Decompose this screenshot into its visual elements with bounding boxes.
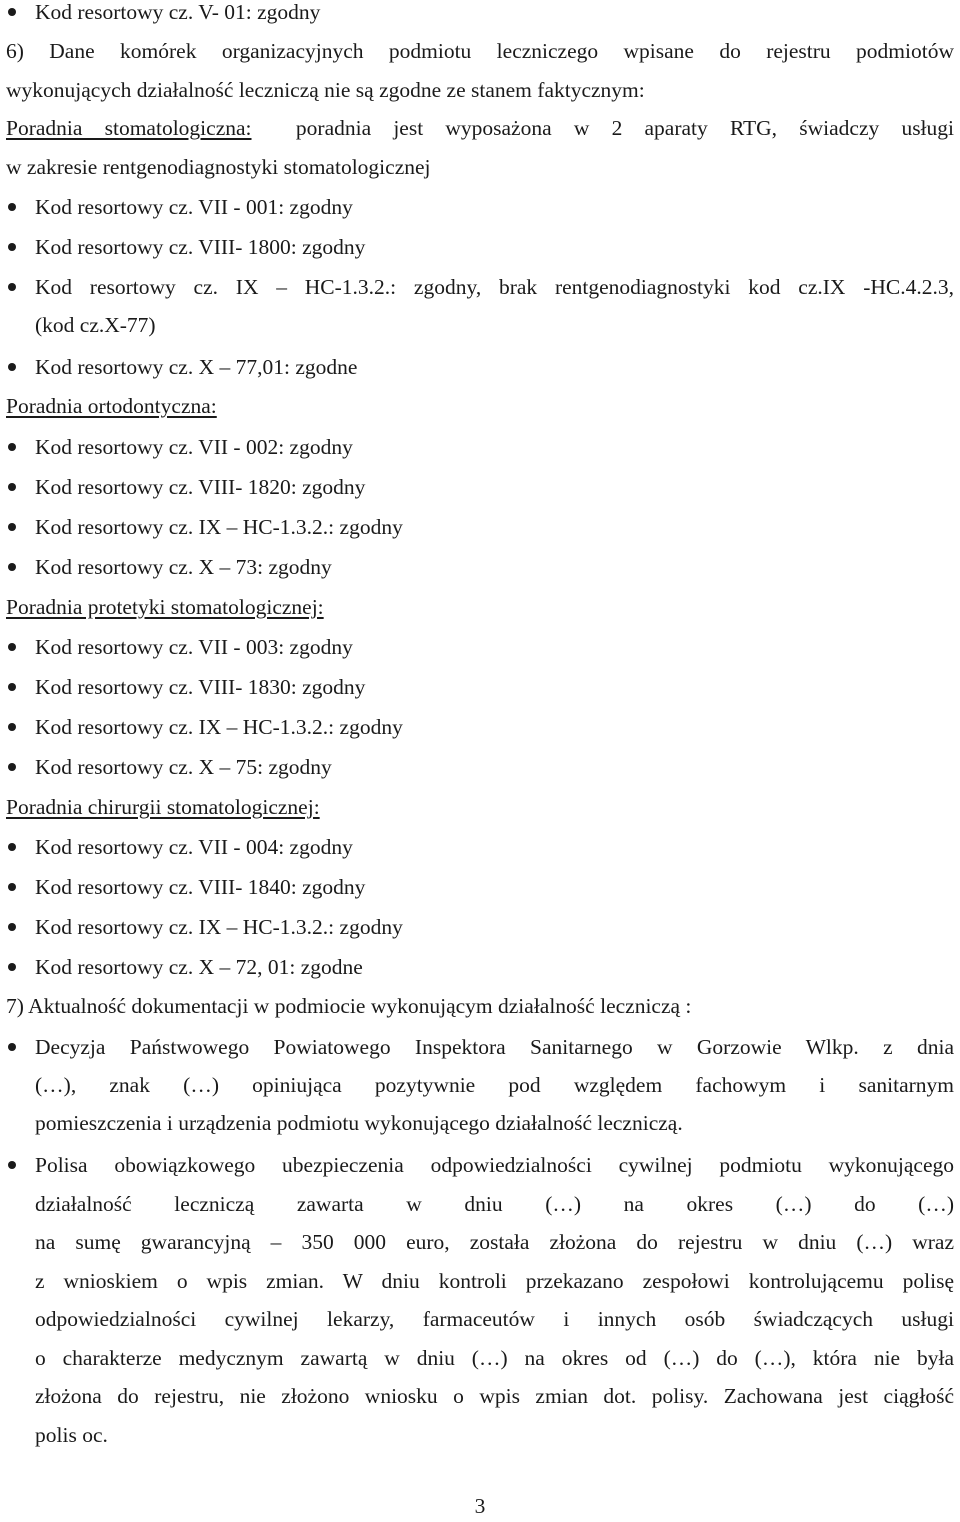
page-number: 3 [474, 1494, 486, 1518]
bullet-icon [8, 1161, 16, 1169]
text-fragment: poradnia jest wyposażona w 2 aparaty RTG, świadczy usługi [295, 116, 955, 140]
bullet-icon [8, 443, 16, 451]
list-item: Kod resortowy cz. VIII- 1800: zgodny [35, 235, 366, 259]
bullet-icon [8, 1043, 16, 1051]
text-line: w zakresie rentgenodiagnostyki stomatologicznej [6, 155, 431, 179]
bullet-icon [8, 723, 16, 731]
bullet-icon [8, 563, 16, 571]
bullet-icon [8, 843, 16, 851]
list-item: Kod resortowy cz. VII - 002: zgodny [35, 435, 353, 459]
paragraph-line: Polisa obowiązkowego ubezpieczenia odpowiedzialności cywilnej podmiotu wykonującego [35, 1153, 954, 1177]
list-item: Kod resortowy cz. VIII- 1840: zgodny [35, 875, 366, 899]
unit-title-stomatology: Poradnia stomatologiczna: [6, 116, 252, 140]
list-item: Kod resortowy cz. VII - 003: zgodny [35, 635, 353, 659]
paragraph-line: na sumę gwarancyjną – 350 000 euro, została złożona do rejestru w dniu (…) wraz [35, 1230, 954, 1254]
bullet-icon [8, 963, 16, 971]
underlined-heading: Poradnia ortodontyczna: [6, 394, 217, 418]
paragraph-line: działalność leczniczą zawarta w dniu (…) na okres (…) do (…) [35, 1192, 954, 1216]
list-item: Kod resortowy cz. VIII- 1830: zgodny [35, 675, 366, 699]
list-item: Kod resortowy cz. X – 73: zgodny [35, 555, 332, 579]
bullet-icon [8, 203, 16, 211]
unit-title-orthodontics [6, 390, 954, 422]
bullet-icon [8, 283, 16, 291]
bullet-icon [8, 683, 16, 691]
section-7-heading: 7) Aktualność dokumentacji w podmiocie wykonującym działalność leczniczą : [6, 994, 692, 1018]
list-item: Kod resortowy cz. X – 77,01: zgodne [35, 355, 358, 379]
paragraph-line: z wnioskiem o wpis zmian. W dniu kontroli przekazano zespołowi kontrolującemu polisę [35, 1269, 954, 1293]
list-item: Kod resortowy cz. IX – HC-1.3.2.: zgodny [35, 715, 403, 739]
paragraph-line: pomieszczenia i urządzenia podmiotu wykonującego działalność leczniczą. [35, 1111, 683, 1135]
list-item: Kod resortowy cz. IX – HC-1.3.2.: zgodny [35, 915, 403, 939]
paragraph-line: (…), znak (…) opiniująca pozytywnie pod względem fachowym i sanitarnym [35, 1073, 954, 1097]
bullet-icon [8, 643, 16, 651]
text-line [6, 112, 954, 144]
bullet-icon [8, 363, 16, 371]
section-6-heading: 6) Dane komórek organizacyjnych podmiotu leczniczego wpisane do rejestru podmiotów [6, 39, 954, 63]
list-item: Kod resortowy cz. X – 75: zgodny [35, 755, 332, 779]
text-line: wykonujących działalność leczniczą nie są zgodne ze stanem faktycznym: [6, 78, 645, 102]
list-item: Kod resortowy cz. VII - 001: zgodny [35, 195, 353, 219]
paragraph-line: odpowiedzialności cywilnej lekarzy, farmaceutów i innych osób świadczących usługi [35, 1307, 954, 1331]
list-item: Kod resortowy cz. IX – HC-1.3.2.: zgodny [35, 515, 403, 539]
paragraph-line: o charakterze medycznym zawartą w dniu (…) na okres od (…) do (…), która nie była [35, 1346, 954, 1370]
bullet-icon [8, 523, 16, 531]
paragraph-line: polis oc. [35, 1423, 108, 1447]
underlined-heading: Poradnia protetyki stomatologicznej: [6, 595, 324, 619]
list-item: Kod resortowy cz. VII - 004: zgodny [35, 835, 353, 859]
bullet-icon [8, 883, 16, 891]
text-line: Kod resortowy cz. V- 01: zgodny [35, 0, 321, 24]
unit-title-prosthetics [6, 591, 954, 623]
list-item: Kod resortowy cz. VIII- 1820: zgodny [35, 475, 366, 499]
paragraph-line: Decyzja Państwowego Powiatowego Inspektora Sanitarnego w Gorzowie Wlkp. z dnia [35, 1035, 954, 1059]
underlined-heading: Poradnia chirurgii stomatologicznej: [6, 795, 320, 819]
bullet-icon [8, 243, 16, 251]
list-item: Kod resortowy cz. IX – HC-1.3.2.: zgodny, brak rentgenodiagnostyki kod cz.IX -HC.4.2.3, [35, 275, 954, 299]
bullet-icon [8, 763, 16, 771]
paragraph-line: złożona do rejestru, nie złożono wniosku o wpis zmian dot. polisy. Zachowana jest ciągłość [35, 1384, 954, 1408]
list-item: Kod resortowy cz. X – 72, 01: zgodne [35, 955, 363, 979]
bullet-icon [8, 8, 16, 16]
bullet-icon [8, 923, 16, 931]
list-item-continuation: (kod cz.X-77) [35, 313, 156, 337]
unit-title-surgery [6, 791, 954, 823]
bullet-icon [8, 483, 16, 491]
